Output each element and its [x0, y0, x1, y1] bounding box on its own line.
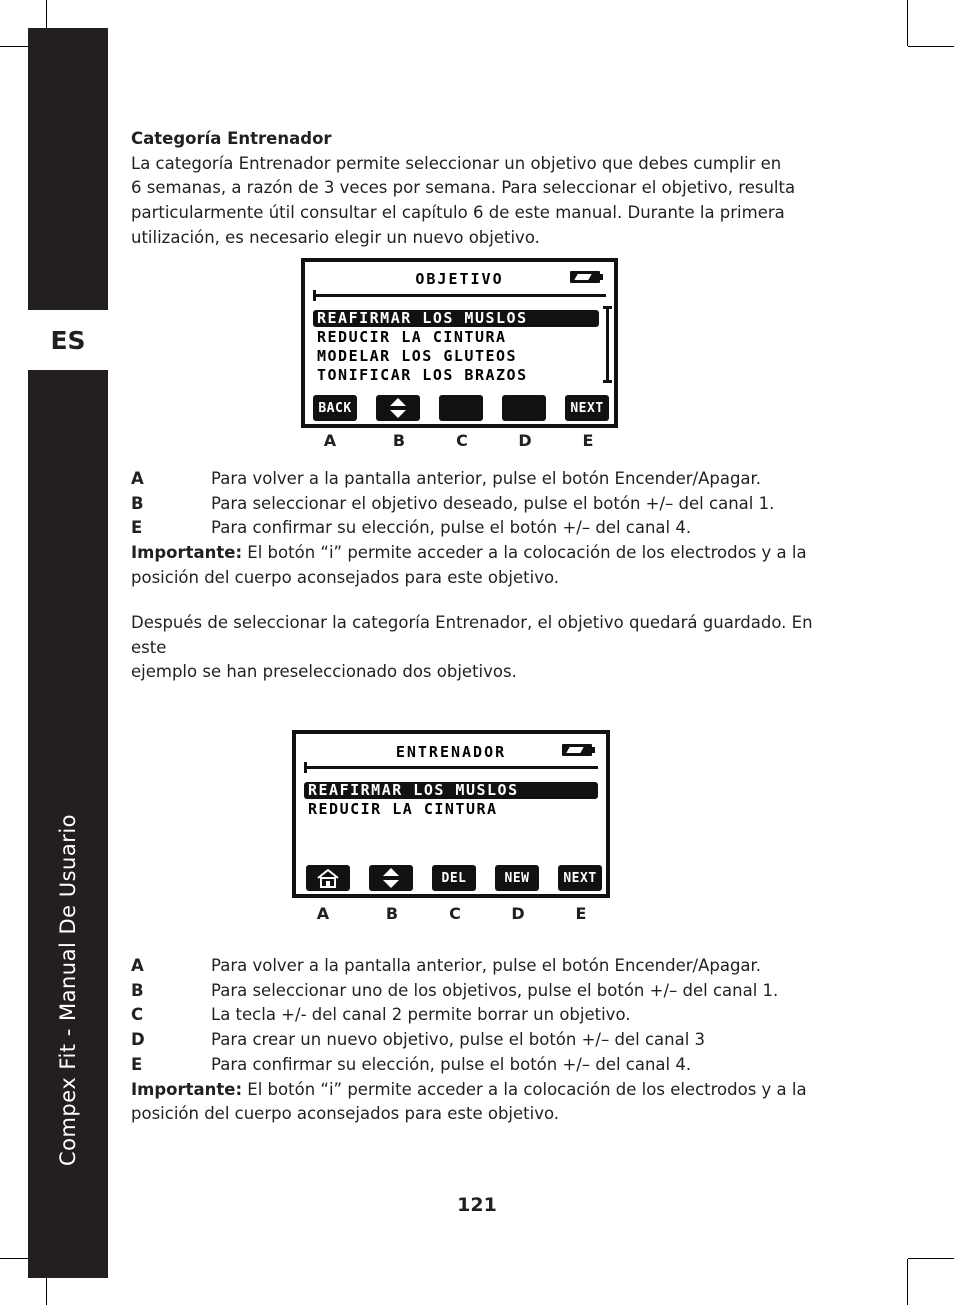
- home-icon: [316, 868, 340, 888]
- paragraph-line: Después de seleccionar la categoría Entrenador, el objetivo quedará guardado. En este: [131, 613, 813, 657]
- crop-mark: [908, 1258, 954, 1259]
- progress-rule: [304, 766, 598, 769]
- key-letter-e: E: [582, 431, 594, 450]
- page-number: 121: [457, 1194, 497, 1216]
- key-letter-b: B: [385, 904, 399, 923]
- legend-row: [131, 1028, 831, 1053]
- key-letter-a: A: [316, 904, 330, 923]
- important-label: Importante:: [131, 543, 243, 563]
- legend-row: [131, 492, 831, 517]
- list-item[interactable]: REDUCIR LA CINTURA: [308, 800, 498, 818]
- legend-row: [131, 1003, 831, 1028]
- sidebar-band-top: [28, 28, 108, 310]
- key-letter-a: A: [323, 431, 337, 450]
- legend-row: [131, 954, 831, 979]
- paragraph-line: 6 semanas, a razón de 3 veces por semana. Para seleccionar el objetivo, resulta: [131, 178, 796, 198]
- list-item-selected[interactable]: REAFIRMAR LOS MUSLOS: [313, 310, 599, 327]
- back-softkey[interactable]: BACK: [313, 395, 357, 421]
- language-tab: ES: [50, 325, 86, 355]
- paragraph-line: ejemplo se han preseleccionado dos objetivos.: [131, 662, 517, 682]
- legend-row: [131, 979, 831, 1004]
- important-note-line2: posición del cuerpo aconsejados para este objetivo.: [131, 567, 560, 587]
- legend-text: Para crear un nuevo objetivo, pulse el botón +/– del canal 3: [211, 1030, 706, 1050]
- key-letter-d: D: [518, 431, 532, 450]
- legend-row: [131, 467, 831, 492]
- legend-text: Para seleccionar uno de los objetivos, pulse el botón +/– del canal 1.: [211, 980, 779, 1000]
- crop-mark: [907, 1259, 908, 1305]
- screen-title: OBJETIVO: [415, 270, 504, 288]
- legend-text: Para volver a la pantalla anterior, pulse el botón Encender/Apagar.: [211, 469, 762, 488]
- up-down-softkey[interactable]: [369, 865, 413, 891]
- key-letter-c: C: [449, 904, 461, 923]
- paragraph-line: particularmente útil consultar el capítulo 6 de este manual. Durante la primera: [131, 203, 785, 223]
- key-letter-d: D: [511, 904, 525, 923]
- section-intro: [131, 127, 831, 251]
- important-note: [131, 541, 831, 566]
- scrollbar[interactable]: [606, 306, 609, 382]
- next-softkey[interactable]: NEXT: [558, 865, 602, 891]
- home-softkey[interactable]: [306, 865, 350, 891]
- list-item-selected[interactable]: REAFIRMAR LOS MUSLOS: [304, 782, 598, 799]
- lcd-screen-entrenador: [292, 730, 610, 898]
- up-down-arrows-icon: [390, 398, 406, 418]
- important-label: Importante:: [131, 1079, 243, 1099]
- battery-icon: [562, 744, 592, 756]
- legend-key: A: [131, 956, 144, 975]
- legend-text: Para seleccionar el objetivo deseado, pulse el botón +/– del canal 1.: [211, 493, 775, 513]
- list-item[interactable]: TONIFICAR LOS BRAZOS: [317, 366, 528, 384]
- legend-key: E: [131, 518, 143, 538]
- important-note-line2: posición del cuerpo aconsejados para este objetivo.: [131, 1104, 560, 1124]
- blank-softkey-d[interactable]: [502, 395, 546, 421]
- legend-key: C: [131, 1005, 144, 1025]
- section-heading: Categoría Entrenador: [131, 129, 332, 148]
- crop-mark: [907, 0, 908, 46]
- paragraph-line: utilización, es necesario elegir un nuevo objetivo.: [131, 227, 540, 247]
- key-letter-c: C: [456, 431, 468, 450]
- lcd-screen-objetivo: [301, 258, 618, 428]
- legend-text: Para volver a la pantalla anterior, pulse el botón Encender/Apagar.: [211, 956, 762, 975]
- legend-text: Para confirmar su elección, pulse el botón +/– del canal 4.: [211, 518, 692, 538]
- section-after-selection: [131, 611, 831, 685]
- screen-title: ENTRENADOR: [395, 743, 507, 761]
- paragraph-line: La categoría Entrenador permite seleccionar un objetivo que debes cumplir en: [131, 153, 782, 173]
- manual-title: Compex Fit - Manual De Usuario: [56, 813, 80, 1167]
- important-note: [131, 1078, 831, 1103]
- legend-text: La tecla +/- del canal 2 permite borrar un objetivo.: [211, 1005, 631, 1025]
- next-softkey[interactable]: NEXT: [565, 395, 609, 421]
- legend-key: D: [131, 1030, 145, 1050]
- delete-softkey[interactable]: DEL: [432, 865, 476, 891]
- legend-key: A: [131, 469, 144, 488]
- legend-list-1: [131, 467, 831, 591]
- blank-softkey-c[interactable]: [439, 395, 483, 421]
- legend-text: Para confirmar su elección, pulse el botón +/– del canal 4.: [211, 1054, 692, 1074]
- legend-list-2: [131, 954, 831, 1127]
- up-down-arrows-icon: [383, 868, 399, 888]
- legend-key: B: [131, 493, 144, 513]
- list-item[interactable]: MODELAR LOS GLUTEOS: [317, 347, 518, 365]
- legend-key: E: [131, 1054, 143, 1074]
- battery-icon: [570, 271, 600, 283]
- progress-rule: [313, 294, 606, 297]
- important-text: El botón “i” permite acceder a la colocación de los electrodos y a la: [242, 543, 807, 563]
- up-down-softkey[interactable]: [376, 395, 420, 421]
- scrollbar-cap-bottom: [603, 380, 612, 383]
- new-softkey[interactable]: NEW: [495, 865, 539, 891]
- crop-mark: [908, 46, 954, 47]
- legend-key: B: [131, 980, 144, 1000]
- important-text: El botón “i” permite acceder a la colocación de los electrodos y a la: [242, 1079, 807, 1099]
- legend-row: [131, 1053, 831, 1078]
- legend-row: [131, 516, 831, 541]
- key-letter-b: B: [392, 431, 406, 450]
- list-item[interactable]: REDUCIR LA CINTURA: [317, 328, 507, 346]
- key-letter-e: E: [575, 904, 587, 923]
